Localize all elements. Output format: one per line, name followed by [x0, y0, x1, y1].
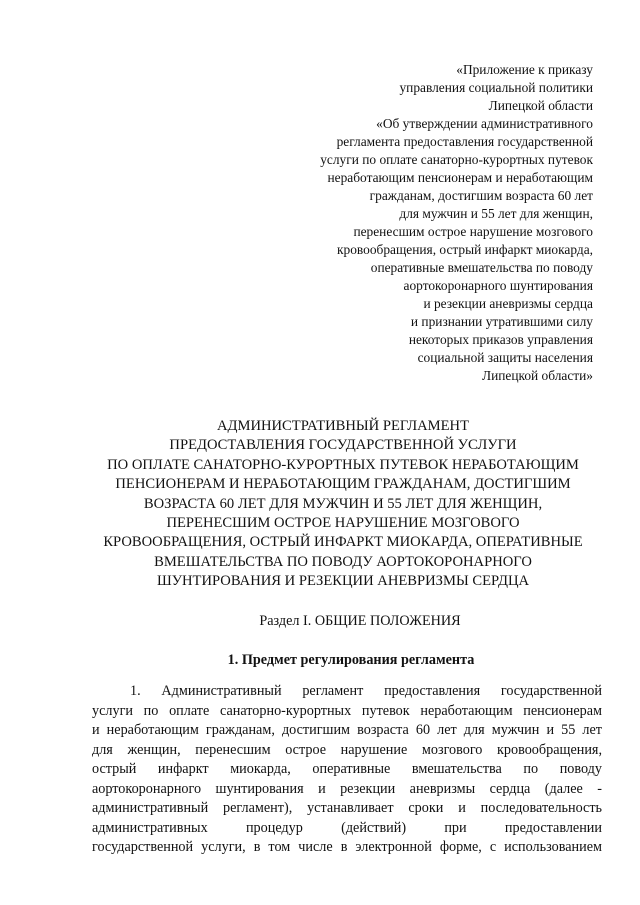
- approval-line: «Об утверждении административного: [376, 116, 593, 131]
- title-line: АДМИНИСТРАТИВНЫЙ РЕГЛАМЕНТ: [216, 418, 470, 434]
- title-line: ПЕРЕНЕСШИМ ОСТРОЕ НАРУШЕНИЕ МОЗГОВОГО: [166, 515, 520, 532]
- approval-line: перенесшим острое нарушение мозгового: [353, 224, 593, 239]
- paragraph-line: для женщин, перенесшим острое нарушение мозгового кровообращения,: [92, 741, 602, 758]
- approval-line: некоторых приказов управления: [408, 332, 593, 347]
- paragraph-line: административный регламент), устанавливает сроки и последовательность: [92, 800, 602, 816]
- approval-line: кровообращения, острый инфаркт миокарда,: [337, 242, 593, 257]
- paragraph-line: аортокоронарного шунтирования и резекции аневризмы сердца (далее -: [92, 780, 602, 797]
- document-title: [78, 417, 608, 592]
- subsection-heading: 1. Предмет регулирования регламента: [227, 652, 475, 668]
- paragraph-line: услуги по оплате санаторно-курортных путевок неработающим пенсионерам: [92, 702, 602, 719]
- paragraph-line: государственной услуги, в том числе в электронной форме, с использованием: [92, 839, 602, 855]
- approval-line: регламента предоставления государственной: [336, 134, 593, 149]
- approval-line: и резекции аневризмы сердца: [423, 296, 593, 311]
- approval-line: гражданам, достигшим возраста 60 лет: [369, 188, 593, 203]
- paragraph-line: административных процедур (действий) при предоставлении: [92, 819, 602, 836]
- approval-line: Липецкой области»: [481, 368, 593, 383]
- paragraph-1: [92, 682, 602, 858]
- approval-line: и признании утратившими силу: [410, 314, 593, 329]
- paragraph-line: и неработающим гражданам, достигшим возраста 60 лет для мужчин и 55 лет: [92, 722, 602, 738]
- section-heading: Раздел I. ОБЩИЕ ПОЛОЖЕНИЯ: [259, 613, 461, 629]
- title-line: ВОЗРАСТА 60 ЛЕТ ДЛЯ МУЖЧИН И 55 ЛЕТ ДЛЯ ЖЕНЩИН,: [143, 495, 543, 512]
- title-line: ПЕНСИОНЕРАМ И НЕРАБОТАЮЩИМ ГРАЖДАНАМ, ДОСТИГШИМ: [115, 476, 571, 493]
- approval-line: социальной защиты населения: [417, 350, 593, 365]
- approval-line: Липецкой области: [488, 98, 593, 113]
- approval-line: услуги по оплате санаторно-курортных путевок: [320, 152, 593, 167]
- approval-line: для мужчин и 55 лет для женщин,: [399, 206, 593, 221]
- title-line: ВМЕШАТЕЛЬСТВА ПО ПОВОДУ АОРТОКОРОНАРНОГО: [154, 553, 532, 570]
- approval-annex-block: [233, 61, 593, 385]
- title-line: ПО ОПЛАТЕ САНАТОРНО-КУРОРТНЫХ ПУТЕВОК НЕРАБОТАЮЩИМ: [107, 456, 579, 473]
- approval-line: управления социальной политики: [399, 80, 593, 95]
- title-line: ШУНТИРОВАНИЯ И РЕЗЕКЦИИ АНЕВРИЗМЫ СЕРДЦА: [156, 573, 530, 590]
- approval-line: неработающим пенсионерам и неработающим: [327, 170, 593, 185]
- paragraph-line: острый инфаркт миокарда, оперативные вмешательства по поводу: [92, 761, 602, 777]
- approval-line: «Приложение к приказу: [456, 62, 593, 77]
- approval-line: оперативные вмешательства по поводу: [370, 260, 593, 275]
- title-line: КРОВООБРАЩЕНИЯ, ОСТРЫЙ ИНФАРКТ МИОКАРДА, ОПЕРАТИВНЫЕ: [103, 534, 583, 551]
- approval-line: аортокоронарного шунтирования: [403, 278, 593, 293]
- paragraph-line: 1. Административный регламент предоставления государственной: [130, 683, 602, 699]
- title-line: ПРЕДОСТАВЛЕНИЯ ГОСУДАРСТВЕННОЙ УСЛУГИ: [169, 437, 517, 454]
